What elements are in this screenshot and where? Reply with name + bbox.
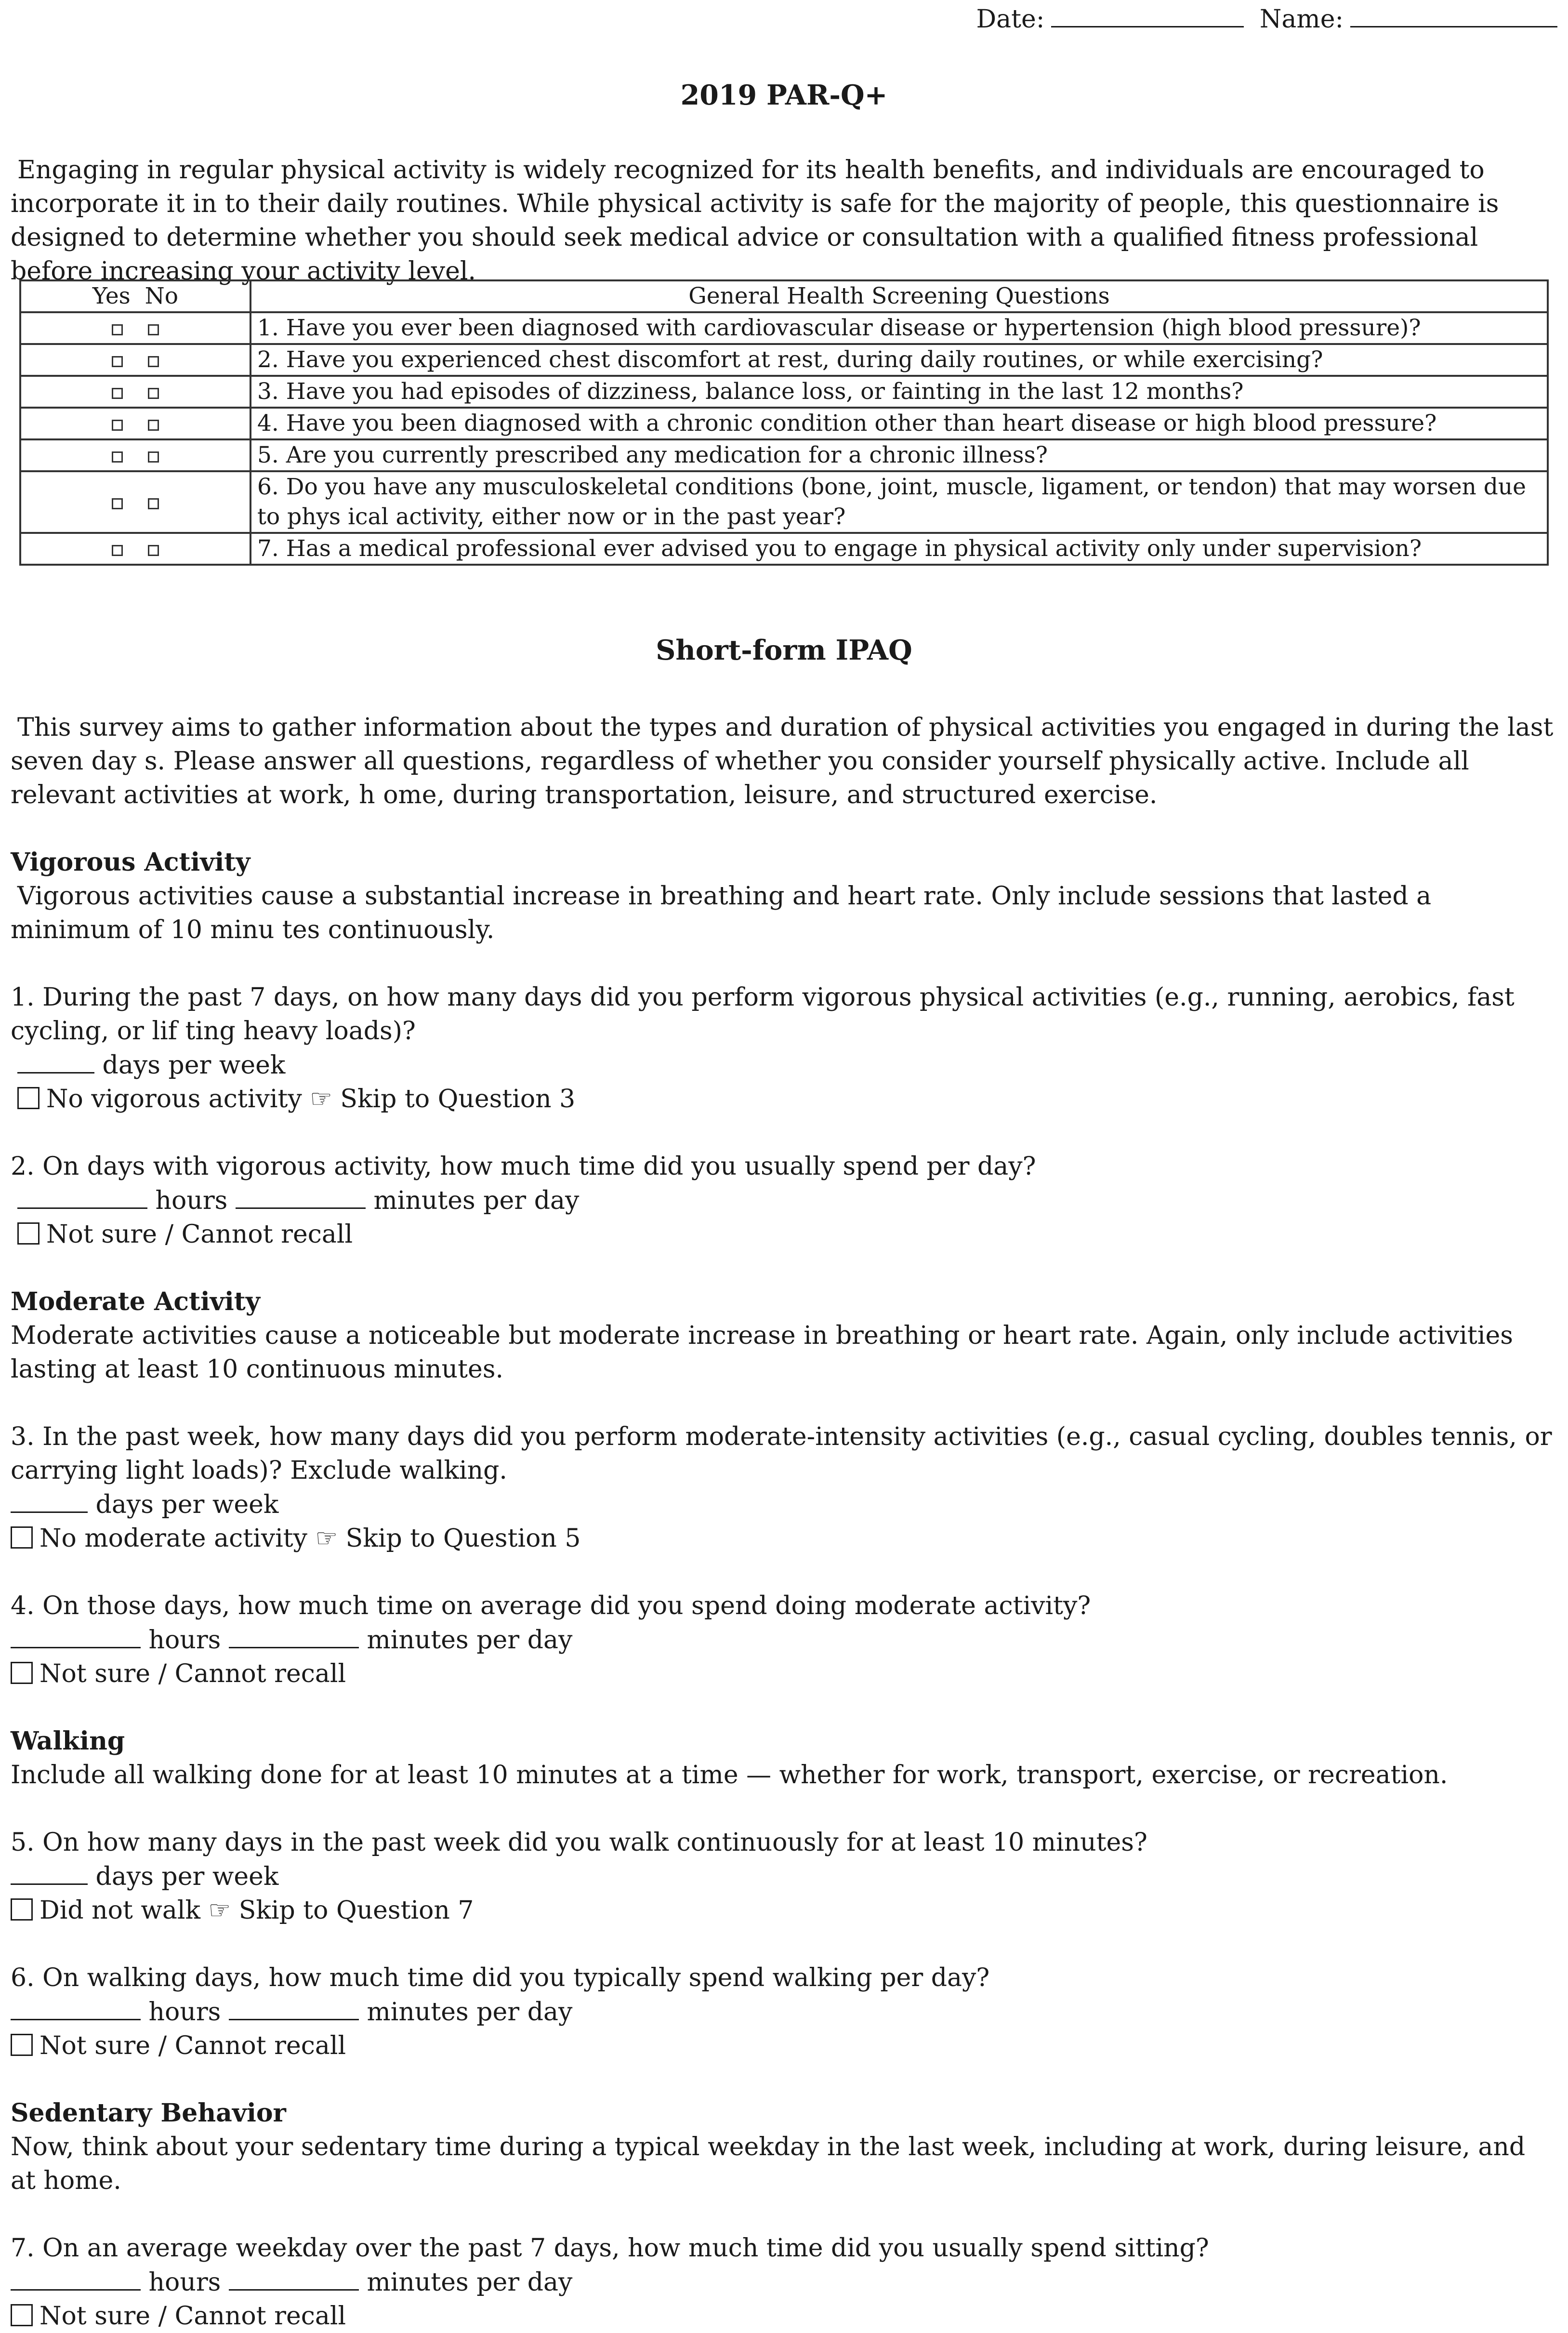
parq-row bbox=[20, 376, 1548, 408]
q2-minutes-label: minutes per day bbox=[373, 1186, 580, 1215]
q6-hours-label: hours bbox=[148, 1998, 221, 2027]
no-checkbox[interactable] bbox=[148, 451, 159, 463]
q2-option-label: Not sure / Cannot recall bbox=[46, 1220, 353, 1249]
moderate-description: Moderate activities cause a noticeable but moderate increase in breathing or heart rate. Again, only include activities lasting at least 10 continuous minutes. bbox=[11, 1321, 1513, 1384]
q2-minutes-field[interactable] bbox=[236, 1183, 366, 1209]
ipaq-intro: This survey aims to gather information about the types and duration of physical activities you engaged in during the last seven day s. Please answer all questions, regardless of whether you consider yourself physically active. Include all relevant activities at work, h ome, during transportation, leisure, and structured exercise. bbox=[11, 713, 1554, 809]
q2-hours-field[interactable] bbox=[17, 1183, 147, 1209]
parq-table bbox=[19, 279, 1549, 566]
no-checkbox[interactable] bbox=[148, 498, 159, 509]
question-7: 7. On an average weekday over the past 7 days, how much time did you usually spend sitting? bbox=[11, 2234, 1209, 2263]
q6-minutes-field[interactable] bbox=[229, 1995, 359, 2020]
parq-intro-text: Engaging in regular physical activity is widely recognized for its health benefits, and individuals are encouraged to incorporate it in to their daily routines. While physical activity is safe for the majority of people, this questionnaire is designed to determine whether you should seek medical advice or consultation with a qualified fitness professional before increasing your activity level. bbox=[11, 156, 1499, 286]
yes-no-cell bbox=[20, 439, 250, 471]
yes-no-cell bbox=[20, 471, 250, 533]
name-label: Name: bbox=[1259, 5, 1344, 34]
q1-unit: days per week bbox=[102, 1051, 286, 1080]
yes-no-cell bbox=[20, 533, 250, 565]
yes-checkbox[interactable] bbox=[112, 498, 123, 509]
q5-checkbox[interactable] bbox=[11, 1898, 33, 1921]
question-6: 6. On walking days, how much time did you typically spend walking per day? bbox=[11, 1963, 990, 1992]
name-field[interactable] bbox=[1350, 1, 1557, 27]
walking-description: Include all walking done for at least 10 minutes at a time — whether for work, transport, exercise, or recreation. bbox=[11, 1761, 1448, 1790]
q1-option-row[interactable] bbox=[11, 1082, 1557, 1116]
walking-heading: Walking bbox=[11, 1726, 125, 1756]
ipaq-title: Short-form IPAQ bbox=[656, 634, 912, 666]
q1-option-label: No vigorous activity ☞ Skip to Question 3 bbox=[46, 1085, 576, 1113]
sedentary-description: Now, think about your sedentary time during a typical weekday in the last week, including at work, during leisure, and at home. bbox=[11, 2133, 1526, 2195]
q2-option-row[interactable] bbox=[11, 1218, 1557, 1251]
yes-no-cell bbox=[20, 408, 250, 439]
parq-question: 7. Has a medical professional ever advised you to engage in physical activity only under supervision? bbox=[250, 533, 1548, 565]
yes-checkbox[interactable] bbox=[112, 324, 123, 335]
q3-option-row[interactable] bbox=[11, 1522, 1557, 1555]
parq-question: 1. Have you ever been diagnosed with cardiovascular disease or hypertension (high blood pressure)? bbox=[250, 312, 1548, 344]
q2-answer-row bbox=[11, 1183, 1557, 1218]
vigorous-heading: Vigorous Activity bbox=[11, 848, 250, 877]
ipaq-body bbox=[11, 711, 1557, 2333]
q5-option-label: Did not walk ☞ Skip to Question 7 bbox=[40, 1896, 474, 1925]
no-checkbox[interactable] bbox=[148, 545, 159, 556]
q6-checkbox[interactable] bbox=[11, 2034, 33, 2056]
parq-row bbox=[20, 439, 1548, 471]
q7-hours-field[interactable] bbox=[11, 2265, 141, 2291]
parq-question: 2. Have you experienced chest discomfort at rest, during daily routines, or while exercising? bbox=[250, 344, 1548, 376]
q4-answer-row bbox=[11, 1623, 1557, 1657]
yes-checkbox[interactable] bbox=[112, 420, 123, 431]
question-2: 2. On days with vigorous activity, how much time did you usually spend per day? bbox=[11, 1152, 1036, 1181]
no-checkbox[interactable] bbox=[148, 388, 159, 399]
question-4: 4. On those days, how much time on average did you spend doing moderate activity? bbox=[11, 1591, 1091, 1620]
q3-checkbox[interactable] bbox=[11, 1526, 33, 1549]
yes-checkbox[interactable] bbox=[112, 388, 123, 399]
q4-option-row[interactable] bbox=[11, 1657, 1557, 1691]
no-checkbox[interactable] bbox=[148, 356, 159, 367]
sedentary-heading: Sedentary Behavior bbox=[11, 2098, 286, 2128]
parq-question: 6. Do you have any musculoskeletal conditions (bone, joint, muscle, ligament, or tendon) that may worsen due to phys ical activity, either now or in the past year? bbox=[250, 471, 1548, 533]
q7-minutes-field[interactable] bbox=[229, 2265, 359, 2291]
q5-option-row[interactable] bbox=[11, 1894, 1557, 1927]
q4-hours-field[interactable] bbox=[11, 1623, 141, 1648]
parq-header-row bbox=[20, 280, 1548, 312]
q6-option-label: Not sure / Cannot recall bbox=[40, 2031, 346, 2060]
q3-option-label: No moderate activity ☞ Skip to Question 5 bbox=[40, 1524, 581, 1553]
q1-checkbox[interactable] bbox=[17, 1087, 40, 1109]
no-checkbox[interactable] bbox=[148, 420, 159, 431]
date-label: Date: bbox=[976, 5, 1045, 34]
moderate-heading: Moderate Activity bbox=[11, 1287, 260, 1316]
parq-question: 3. Have you had episodes of dizziness, balance loss, or fainting in the last 12 months? bbox=[250, 376, 1548, 408]
q7-answer-row bbox=[11, 2265, 1557, 2299]
yes-no-cell bbox=[20, 344, 250, 376]
question-5: 5. On how many days in the past week did you walk continuously for at least 10 minutes? bbox=[11, 1828, 1147, 1857]
q6-minutes-label: minutes per day bbox=[367, 1998, 573, 2027]
parq-title: 2019 PAR-Q+ bbox=[680, 79, 888, 111]
q4-hours-label: hours bbox=[148, 1626, 221, 1655]
q5-unit: days per week bbox=[95, 1862, 279, 1891]
vigorous-description: Vigorous activities cause a substantial increase in breathing and heart rate. Only include sessions that lasted a minimum of 10 minu tes continuously. bbox=[11, 882, 1432, 944]
parq-question: 5. Are you currently prescribed any medication for a chronic illness? bbox=[250, 439, 1548, 471]
q3-answer-row bbox=[11, 1487, 1557, 1522]
parq-intro bbox=[11, 153, 1557, 288]
q1-days-field[interactable] bbox=[17, 1048, 94, 1074]
parq-row bbox=[20, 312, 1548, 344]
q6-hours-field[interactable] bbox=[11, 1995, 141, 2020]
q6-answer-row bbox=[11, 1995, 1557, 2029]
parq-row bbox=[20, 471, 1548, 533]
parq-row bbox=[20, 408, 1548, 439]
q4-checkbox[interactable] bbox=[11, 1662, 33, 1684]
q7-checkbox[interactable] bbox=[11, 2304, 33, 2326]
parq-row bbox=[20, 344, 1548, 376]
question-3: 3. In the past week, how many days did you perform moderate-intensity activities (e.g., casual cycling, doubles tennis, or carrying light loads)? Exclude walking. bbox=[11, 1422, 1552, 1485]
yes-no-header bbox=[20, 280, 250, 312]
q5-days-field[interactable] bbox=[11, 1859, 88, 1885]
yes-checkbox[interactable] bbox=[112, 545, 123, 556]
q4-minutes-field[interactable] bbox=[229, 1623, 359, 1648]
q3-days-field[interactable] bbox=[11, 1487, 88, 1513]
yes-checkbox[interactable] bbox=[112, 356, 123, 367]
parq-row bbox=[20, 533, 1548, 565]
q2-checkbox[interactable] bbox=[17, 1222, 40, 1245]
q1-answer-row bbox=[11, 1048, 1557, 1082]
header-fields bbox=[976, 1, 1557, 36]
q2-hours-label: hours bbox=[155, 1186, 228, 1215]
date-field[interactable] bbox=[1051, 1, 1244, 27]
question-1: 1. During the past 7 days, on how many days did you perform vigorous physical activities (e.g., running, aerobics, fast cycling, or lif ting heavy loads)? bbox=[11, 983, 1515, 1046]
q4-option-label: Not sure / Cannot recall bbox=[40, 1659, 346, 1688]
questions-header: General Health Screening Questions bbox=[250, 280, 1548, 312]
q6-option-row[interactable] bbox=[11, 2029, 1557, 2063]
q5-answer-row bbox=[11, 1859, 1557, 1894]
q7-minutes-label: minutes per day bbox=[367, 2268, 573, 2297]
yes-header: Yes bbox=[92, 283, 131, 309]
no-header: No bbox=[145, 283, 179, 309]
yes-checkbox[interactable] bbox=[112, 451, 123, 463]
no-checkbox[interactable] bbox=[148, 324, 159, 335]
q7-hours-label: hours bbox=[148, 2268, 221, 2297]
q4-minutes-label: minutes per day bbox=[367, 1626, 573, 1655]
q3-unit: days per week bbox=[95, 1490, 279, 1519]
yes-no-cell bbox=[20, 376, 250, 408]
parq-question: 4. Have you been diagnosed with a chronic condition other than heart disease or high blood pressure? bbox=[250, 408, 1548, 439]
yes-no-cell bbox=[20, 312, 250, 344]
q7-option-label: Not sure / Cannot recall bbox=[40, 2302, 346, 2331]
